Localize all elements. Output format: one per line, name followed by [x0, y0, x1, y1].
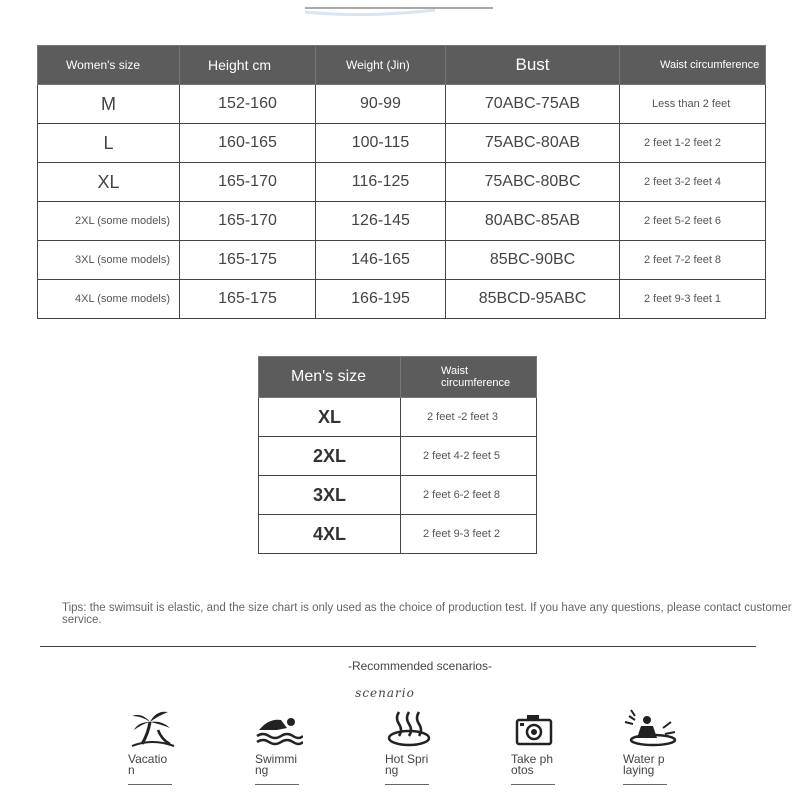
table-header-row	[38, 46, 766, 85]
table-row	[38, 163, 766, 202]
waist-cell: 2 feet 5-2 feet 6	[620, 202, 766, 241]
scenario-label: Water playing	[623, 752, 665, 777]
scenario-underline	[255, 784, 299, 785]
section-divider	[40, 646, 756, 647]
top-decoration	[305, 2, 495, 16]
header-womens-size: Women's size	[38, 46, 180, 85]
scenario-underline	[385, 784, 429, 785]
table-header-row	[259, 357, 537, 398]
scenario-underline	[128, 784, 172, 785]
recommended-scenarios-title: -Recommended scenarios-	[347, 659, 493, 673]
mens-size-table	[258, 356, 537, 554]
scenario-label: Take photos	[511, 752, 554, 777]
header-height: Height cm	[180, 46, 316, 85]
scenario-swimming	[255, 708, 325, 776]
palm-tree-icon	[128, 708, 176, 748]
table-row	[259, 437, 537, 476]
waist-cell: Less than 2 feet	[620, 85, 766, 124]
scenario-label: Vacation	[128, 752, 168, 777]
header-waist: Waist circumference	[620, 46, 766, 85]
swimmer-icon	[255, 708, 303, 748]
header-weight: Weight (Jin)	[316, 46, 446, 85]
weight-cell: 146-165	[316, 241, 446, 280]
height-cell: 160-165	[180, 124, 316, 163]
size-cell: 2XL (some models)	[38, 202, 180, 241]
waist-cell: 2 feet -2 feet 3	[401, 398, 537, 437]
size-cell: 3XL (some models)	[38, 241, 180, 280]
header-mens-waist: Waist circumference	[401, 357, 537, 398]
table-row	[38, 124, 766, 163]
camera-icon	[511, 708, 559, 748]
waist-cell: 2 feet 9-3 feet 2	[401, 515, 537, 554]
weight-cell: 116-125	[316, 163, 446, 202]
table-row	[38, 85, 766, 124]
water-splash-icon	[623, 708, 679, 748]
size-cell: XL	[259, 398, 401, 437]
scenario-underline	[623, 784, 667, 785]
height-cell: 165-175	[180, 280, 316, 319]
size-cell: 4XL	[259, 515, 401, 554]
bust-cell: 70ABC-75AB	[446, 85, 620, 124]
table-row	[38, 202, 766, 241]
bust-cell: 80ABC-85AB	[446, 202, 620, 241]
size-cell: XL	[38, 163, 180, 202]
waist-cell: 2 feet 7-2 feet 8	[620, 241, 766, 280]
scenario-water-playing	[623, 708, 693, 776]
scenario-label: Hot Spring	[385, 752, 429, 777]
height-cell: 165-170	[180, 163, 316, 202]
waist-cell: 2 feet 9-3 feet 1	[620, 280, 766, 319]
weight-cell: 166-195	[316, 280, 446, 319]
height-cell: 152-160	[180, 85, 316, 124]
scenario-take-photos	[511, 708, 581, 776]
bust-cell: 75ABC-80AB	[446, 124, 620, 163]
scenario-heading: scenario	[355, 686, 415, 700]
waist-cell: 2 feet 4-2 feet 5	[401, 437, 537, 476]
scenario-label: Swimming	[255, 752, 297, 777]
scenario-vacation	[128, 708, 198, 776]
size-cell: L	[38, 124, 180, 163]
weight-cell: 90-99	[316, 85, 446, 124]
header-mens-size: Men's size	[259, 357, 401, 398]
waist-cell: 2 feet 1-2 feet 2	[620, 124, 766, 163]
height-cell: 165-170	[180, 202, 316, 241]
womens-size-table	[37, 45, 766, 319]
scenario-hot-spring	[385, 708, 455, 776]
size-cell: 2XL	[259, 437, 401, 476]
header-bust: Bust	[446, 46, 620, 85]
scenario-underline	[511, 784, 555, 785]
tips-text: Tips: the swimsuit is elastic, and the size chart is only used as the choice of production test. If you have any questions, please contact customer service.	[62, 602, 792, 626]
table-row	[259, 515, 537, 554]
bust-cell: 85BC-90BC	[446, 241, 620, 280]
waist-cell: 2 feet 3-2 feet 4	[620, 163, 766, 202]
bust-cell: 85BCD-95ABC	[446, 280, 620, 319]
table-row	[259, 398, 537, 437]
weight-cell: 126-145	[316, 202, 446, 241]
table-row	[38, 280, 766, 319]
size-cell: M	[38, 85, 180, 124]
size-cell: 3XL	[259, 476, 401, 515]
weight-cell: 100-115	[316, 124, 446, 163]
table-row	[259, 476, 537, 515]
hot-spring-icon	[385, 708, 433, 748]
bust-cell: 75ABC-80BC	[446, 163, 620, 202]
size-cell: 4XL (some models)	[38, 280, 180, 319]
waist-cell: 2 feet 6-2 feet 8	[401, 476, 537, 515]
table-row	[38, 241, 766, 280]
height-cell: 165-175	[180, 241, 316, 280]
